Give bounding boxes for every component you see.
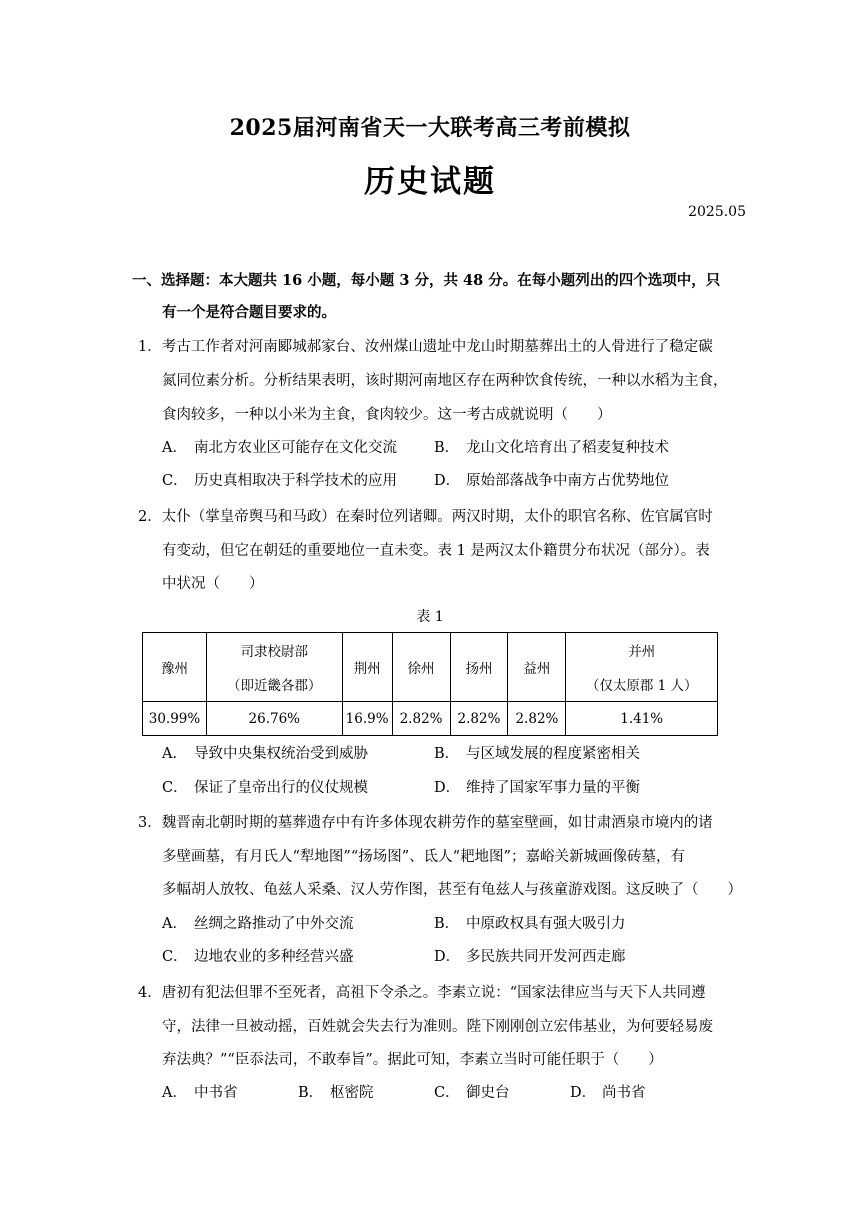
option-text: 丝绸之路推动了中外交流 [194, 916, 354, 932]
data-table [142, 632, 718, 736]
q4-stem-line-1: 4．唐初有犯法但罪不至死者，高祖下令杀之。李素立说：“国家法律应当与天下人共同遵 [138, 985, 706, 1001]
table-header-cell: 益州 [508, 633, 566, 702]
q4-option-a[interactable] [162, 1083, 238, 1103]
q4-stem-line-3: 弃法典？”“臣忝法司，不敢奉旨”。据此可知，李素立当时可能任职于（ ） [162, 1052, 663, 1068]
option-text: 中原政权具有强大吸引力 [466, 916, 626, 932]
option-text: 龙山文化培育出了稻麦复种技术 [466, 440, 669, 456]
table-cell: 1.41% [566, 702, 718, 736]
q4-option-c[interactable] [434, 1083, 510, 1103]
option-letter: D． [434, 780, 461, 796]
section-heading-line-1: 一、选择题：本大题共 16 小题，每小题 3 分，共 48 分。在每小题列出的四个选项中，只 [132, 272, 721, 289]
option-text: 中书省 [194, 1085, 238, 1101]
q2-stem-line-3: 中状况（ ） [162, 576, 264, 592]
q1-option-d[interactable] [434, 471, 669, 491]
q3-option-c[interactable] [162, 947, 354, 967]
q3-stem-line-2: 多壁画墓，有月氏人“犁地图”“扬场图”、氐人“耙地图”；嘉峪关新城画像砖墓，有 [162, 849, 685, 865]
table-cell: 2.82% [392, 702, 450, 736]
table-caption: 表 1 [416, 609, 444, 625]
q4-option-d[interactable] [570, 1083, 646, 1103]
q3-option-d[interactable] [434, 947, 626, 967]
option-text: 枢密院 [330, 1085, 374, 1101]
table-cell: 26.76% [206, 702, 342, 736]
option-text: 御史台 [466, 1085, 510, 1101]
table-header-cell: 并州 （仅太原郡 1 人） [566, 633, 718, 702]
q1-stem-line-1: 1．考古工作者对河南郾城郝家台、汝州煤山遗址中龙山时期墓葬出土的人骨进行了稳定碳 [138, 339, 713, 355]
table-cell: 2.82% [508, 702, 566, 736]
option-text: 尚书省 [602, 1085, 646, 1101]
section-heading-line-2: 有一个是符合题目要求的。 [162, 304, 336, 321]
option-letter: A． [162, 916, 187, 932]
option-letter: C． [162, 780, 188, 796]
option-letter: A． [162, 746, 187, 762]
q1-stem-line-2: 氮同位素分析。分析结果表明，该时期河南地区存在两种饮食传统，一种以水稻为主食， [162, 373, 728, 389]
q1-option-a[interactable] [162, 438, 397, 458]
option-text: 原始部落战争中南方占优势地位 [466, 473, 669, 489]
table-header-cell: 扬州 [450, 633, 508, 702]
q3-option-a[interactable] [162, 914, 354, 934]
option-text: 与区域发展的程度紧密相关 [466, 746, 640, 762]
table-header-row [143, 633, 718, 702]
table-header-cell: 司隶校尉部 （即近畿各郡） [206, 633, 342, 702]
q1-stem-line-3: 食肉较多，一种以小米为主食，食肉较少。这一考古成就说明（ ） [162, 407, 612, 423]
option-text: 历史真相取决于科学技术的应用 [194, 473, 397, 489]
option-text: 导致中央集权统治受到威胁 [194, 746, 368, 762]
option-letter: C． [162, 949, 188, 965]
option-letter: D． [434, 949, 461, 965]
q2-option-a[interactable] [162, 744, 368, 764]
q2-option-c[interactable] [162, 778, 368, 798]
table-header-cell: 荆州 [342, 633, 392, 702]
q2-stem-line-2: 有变动，但它在朝廷的重要地位一直未变。表 1 是两汉太仆籍贯分布状况（部分）。表 [162, 543, 710, 559]
table-header-cell: 徐州 [392, 633, 450, 702]
option-letter: B． [434, 440, 460, 456]
table-header-cell: 豫州 [143, 633, 207, 702]
option-text: 保证了皇帝出行的仪仗规模 [194, 780, 368, 796]
option-text: 多民族共同开发河西走廊 [466, 949, 626, 965]
q4-stem-line-2: 守，法律一旦被动摇，百姓就会失去行为准则。陛下刚刚创立宏伟基业，为何要轻易废 [162, 1019, 713, 1035]
q1-option-c[interactable] [162, 471, 397, 491]
option-text: 边地农业的多种经营兴盛 [194, 949, 354, 965]
table-cell: 30.99% [143, 702, 207, 736]
table-cell: 16.9% [342, 702, 392, 736]
option-letter: C． [434, 1085, 460, 1101]
option-letter: A． [162, 1085, 187, 1101]
q2-option-d[interactable] [434, 778, 640, 798]
exam-title: 2025届河南省天一大联考高三考前模拟 [229, 115, 631, 141]
q4-option-b[interactable] [298, 1083, 374, 1103]
q1-option-b[interactable] [434, 438, 669, 458]
exam-date: 2025.05 [688, 204, 746, 220]
q2-option-b[interactable] [434, 744, 640, 764]
table-cell: 2.82% [450, 702, 508, 736]
option-text: 维持了国家军事力量的平衡 [466, 780, 640, 796]
table-row [143, 702, 718, 736]
q3-stem-line-1: 3．魏晋南北朝时期的墓葬遗存中有许多体现农耕劳作的墓室壁画，如甘肃酒泉市境内的诸 [138, 815, 713, 831]
option-letter: B． [434, 746, 460, 762]
option-letter: B． [298, 1085, 324, 1101]
option-letter: D． [570, 1085, 597, 1101]
q3-stem-line-3: 多幅胡人放牧、龟兹人采桑、汉人劳作图，甚至有龟兹人与孩童游戏图。这反映了（ ） [162, 882, 742, 898]
q3-option-b[interactable] [434, 914, 626, 934]
q2-stem-line-1: 2．太仆（掌皇帝舆马和马政）在秦时位列诸卿。两汉时期，太仆的职官名称、佐官属官时 [138, 509, 713, 525]
subject-title: 历史试题 [364, 164, 496, 200]
option-letter: C． [162, 473, 188, 489]
option-letter: B． [434, 916, 460, 932]
option-letter: A． [162, 440, 187, 456]
option-text: 南北方农业区可能存在文化交流 [194, 440, 397, 456]
option-letter: D． [434, 473, 461, 489]
